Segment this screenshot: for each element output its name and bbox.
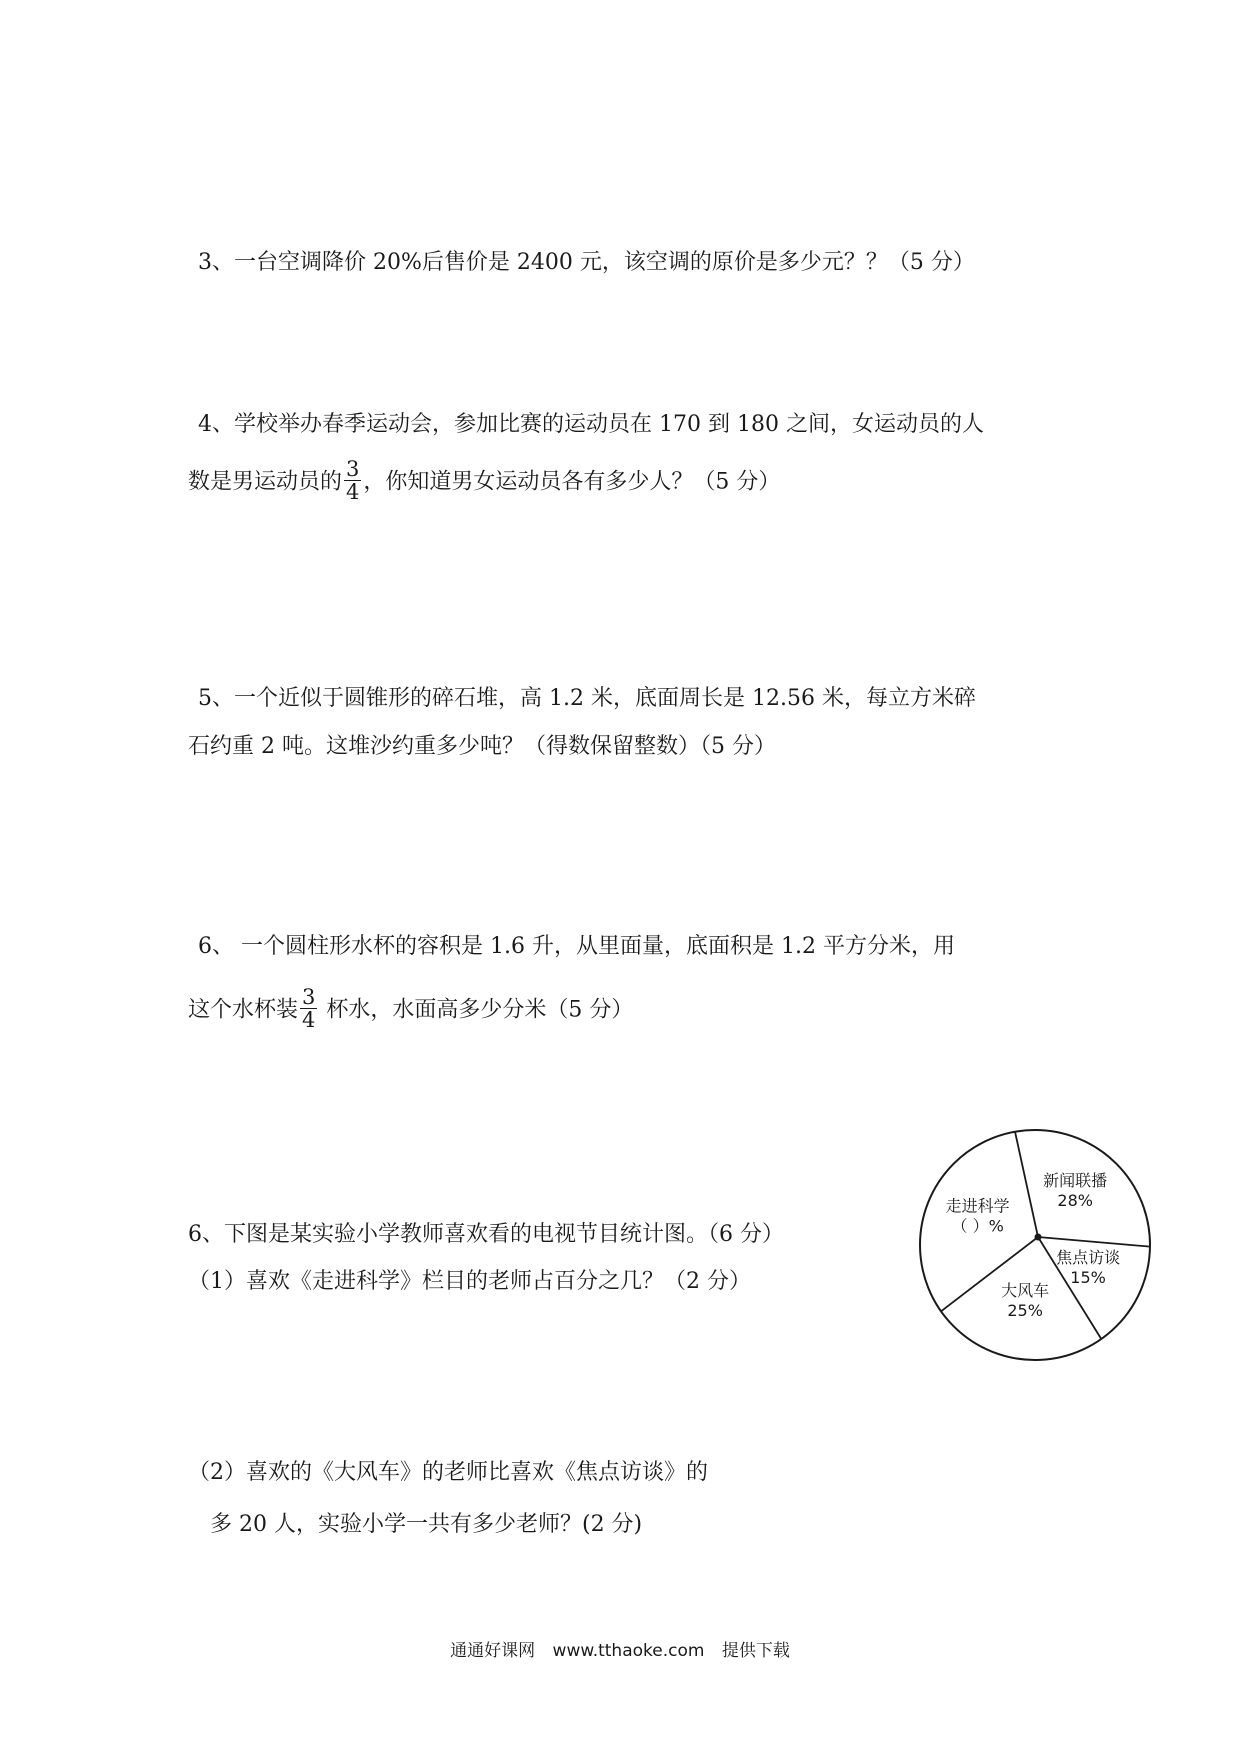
fraction-three-quarters (300, 986, 317, 1031)
question-6a-text-after-fraction: 杯水，水面高多少分米（5 分） (319, 997, 634, 1023)
pie-slice-label: 走进科学 (945, 1196, 1010, 1216)
question-5-line-2: 石约重 2 吨。这堆沙约重多少吨？（得数保留整数）（5 分） (188, 734, 776, 759)
question-6a-text-before-fraction: 这个水杯装 (188, 997, 299, 1023)
pie-center-dot (1035, 1234, 1042, 1241)
footer-url: www.tthaoke.com (552, 1641, 705, 1661)
fraction-denominator: 4 (346, 480, 360, 504)
pie-slice-label: 大风车 (1001, 1281, 1050, 1301)
question-6b-title: 6、下图是某实验小学教师喜欢看的电视节目统计图。（6 分） (188, 1222, 784, 1247)
pie-outline (920, 1130, 1150, 1360)
question-4-text-after-fraction: ，你知道男女运动员各有多少人？（5 分） (363, 469, 781, 495)
question-6b-sub-2-line-1: （2）喜欢的《大风车》的老师比喜欢《焦点访谈》的 (188, 1460, 708, 1485)
fraction-numerator: 3 (302, 985, 316, 1009)
question-4-line-1: 4、学校举办春季运动会，参加比赛的运动员在 170 到 180 之间，女运动员的人 (198, 412, 984, 437)
question-6b-sub-1: （1）喜欢《走进科学》栏目的老师占百分之几？（2 分） (188, 1269, 751, 1294)
question-6a-line-2 (188, 985, 634, 1033)
pie-slice-value: 25% (1007, 1301, 1043, 1321)
pie-slice-value: 15% (1070, 1267, 1106, 1287)
footer-suffix: 提供下载 (721, 1641, 790, 1661)
question-5-line-1: 5、一个近似于圆锥形的碎石堆，高 1.2 米，底面周长是 12.56 米，每立方米碎 (198, 686, 976, 711)
footer (0, 1636, 1240, 1661)
fraction-numerator: 3 (346, 457, 360, 481)
tv-program-pie-chart (915, 1125, 1155, 1365)
question-4-line-2 (188, 457, 781, 505)
question-6b-sub-2-line-2: 多 20 人，实验小学一共有多少老师？(2 分) (210, 1512, 643, 1537)
question-3: 3、一台空调降价 20%后售价是 2400 元，该空调的原价是多少元？？（5 分） (198, 250, 975, 275)
footer-site-name: 通通好课网 (450, 1641, 536, 1661)
fraction-three-quarters (344, 458, 361, 503)
question-4-text-before-fraction: 数是男运动员的 (188, 469, 343, 495)
fraction-denominator: 4 (302, 1008, 316, 1032)
pie-slice-label: 焦点访谈 (1056, 1247, 1121, 1267)
pie-slice-label: 新闻联播 (1043, 1170, 1108, 1190)
pie-slice-value: （ ）% (951, 1216, 1004, 1236)
pie-slice-value: 28% (1057, 1190, 1093, 1210)
question-6a-line-1: 6、 一个圆柱形水杯的容积是 1.6 升，从里面量，底面积是 1.2 平方分米，用 (198, 934, 955, 959)
pie-divider-2 (1038, 1237, 1150, 1247)
pie-divider-1 (1015, 1132, 1038, 1237)
